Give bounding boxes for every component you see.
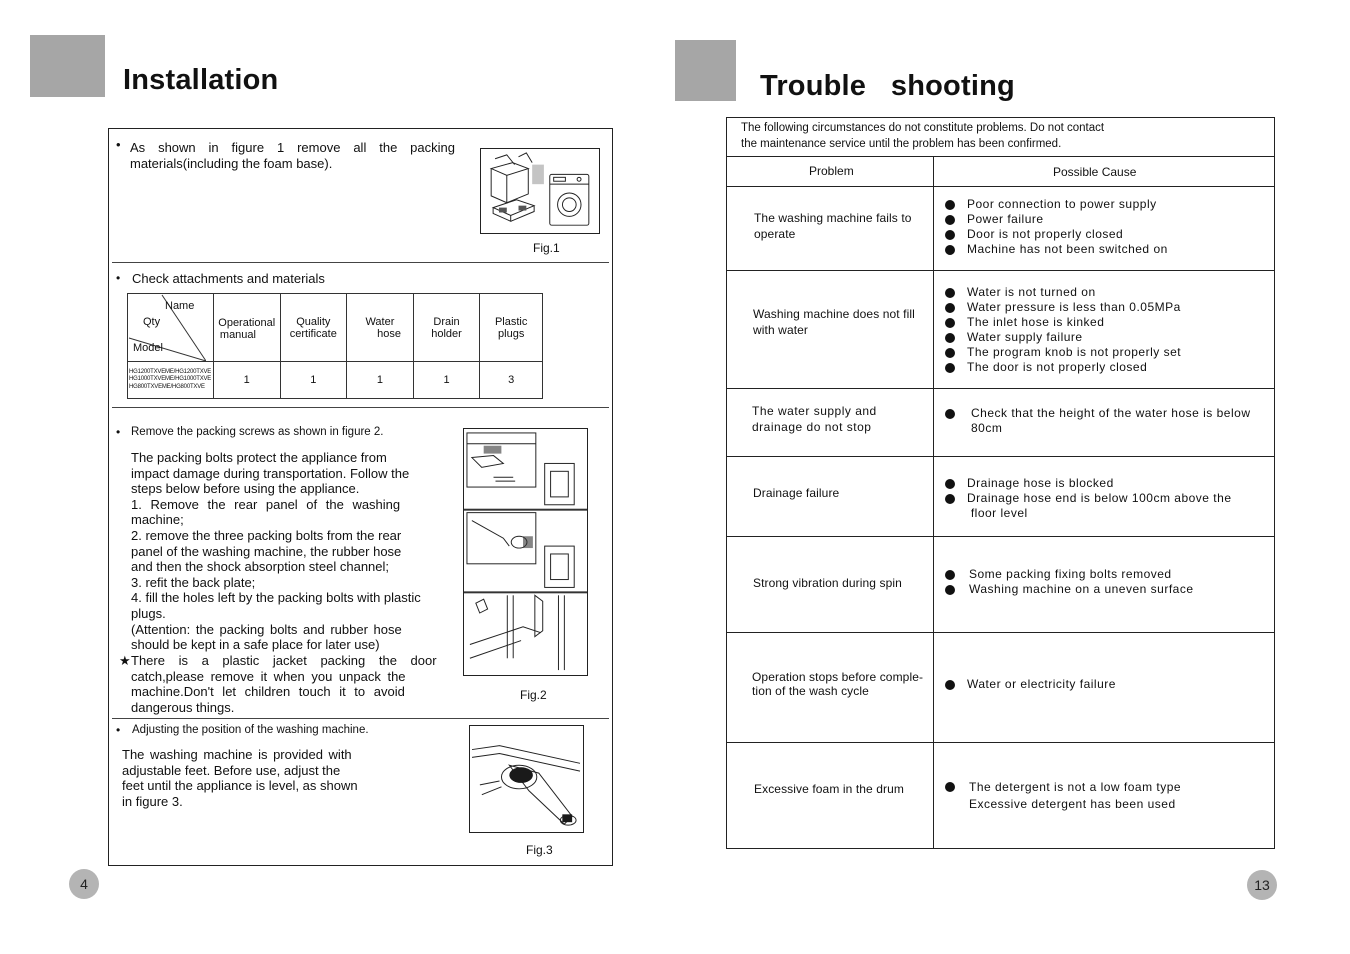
table-row <box>727 632 1274 742</box>
cause-item: Washing machine on a uneven surface <box>945 582 1194 597</box>
table-row <box>727 186 1274 270</box>
section4-heading: Adjusting the position of the washing machine. <box>132 724 369 736</box>
text-line: The washing machine is provided with <box>122 747 352 762</box>
text-line: dangerous things. <box>131 699 235 715</box>
bullet-icon <box>945 494 955 504</box>
cause-list <box>945 285 1181 375</box>
page-number-right: 13 <box>1247 870 1277 900</box>
cause-list <box>945 197 1168 257</box>
text-line: impact damage during transportation. Follow the <box>131 465 410 481</box>
table-row <box>727 456 1274 536</box>
model-item: HG1200TXVEME/HG1200TXVE <box>129 368 212 375</box>
bullet-icon <box>945 215 955 225</box>
header-water-hose: Water hose <box>347 294 414 362</box>
problem-cell: The water supply and drainage do not stop <box>752 404 877 434</box>
cause-item: Water is not turned on <box>945 285 1181 300</box>
text-line: in figure 3. <box>122 793 183 809</box>
fig1-caption: Fig.1 <box>533 241 560 255</box>
cause-item: 80cm <box>971 421 1003 435</box>
section2-text: Check attachments and materials <box>132 271 325 286</box>
divider <box>112 407 609 408</box>
section3-heading: Remove the packing screws as shown in figure 2. <box>131 426 384 438</box>
cause-item: Check that the height of the water hose is below <box>945 406 1251 421</box>
fig3-caption: Fig.3 <box>526 843 553 857</box>
text-line: 2. remove the three packing bolts from the rear <box>131 527 402 543</box>
header-row <box>727 156 1274 186</box>
qty-drain-holder: 1 <box>413 362 480 399</box>
corner-model: Model <box>133 342 163 354</box>
cause-item: Some packing fixing bolts removed <box>945 567 1194 582</box>
bullet-icon <box>945 348 955 358</box>
intro-text <box>741 120 1104 152</box>
bullet-dot: • <box>116 425 121 439</box>
section1-text: As shown in figure 1 remove all the packing materials(including the foam base). <box>130 140 455 171</box>
intro-line: The following circumstances do not constitute problems. Do not contact <box>741 122 1105 134</box>
text-line: 3. refit the back plate; <box>131 574 256 590</box>
page-title-installation: Installation <box>123 64 279 96</box>
cause-item: Excessive detergent has been used <box>969 797 1176 811</box>
divider <box>112 718 609 719</box>
table-row <box>727 388 1274 456</box>
cause-item: The door is not properly closed <box>945 360 1181 375</box>
problem-cell: Washing machine does not fill with water <box>753 307 915 337</box>
qty-plastic-plugs: 3 <box>480 362 543 399</box>
problem-cell: Drainage failure <box>753 486 840 500</box>
bullet-icon <box>945 245 955 255</box>
bullet-icon <box>945 200 955 210</box>
cause-item: Drainage hose is blocked <box>945 476 1232 491</box>
cause-item: Machine has not been switched on <box>945 242 1168 257</box>
figure-2 <box>463 428 588 676</box>
problem-cell: The washing machine fails to operate <box>754 211 912 241</box>
bullet-icon <box>945 680 955 690</box>
corner-cell <box>128 294 214 362</box>
cause-item: Door is not properly closed <box>945 227 1168 242</box>
bullet-icon <box>945 570 955 580</box>
cause-list <box>945 677 1116 692</box>
qty-quality-certificate: 1 <box>280 362 347 399</box>
page-number-left: 4 <box>69 869 99 899</box>
title-square-left <box>30 35 105 97</box>
model-list-cell <box>128 362 214 399</box>
section4-body <box>122 747 384 809</box>
model-item: HG800TXVEME/HG800TXVE <box>129 383 205 390</box>
cause-item: Water pressure is less than 0.05MPa <box>945 300 1181 315</box>
bullet-icon <box>945 333 955 343</box>
text-line: should be kept in a safe place for later use) <box>131 637 380 653</box>
problem-cell: Excessive foam in the drum <box>754 782 904 796</box>
section3-star-note <box>131 653 443 715</box>
qty-operational-manual: 1 <box>213 362 280 399</box>
packing-bolts-illustration <box>464 429 587 675</box>
text-line: feet until the appliance is level, as shown <box>122 778 358 794</box>
text-line: machine; <box>131 512 184 528</box>
header-quality-certificate: Quality certificate <box>280 294 347 362</box>
cause-item: The inlet hose is kinked <box>945 315 1181 330</box>
text-line: machine.Don't let children touch it to avoid <box>131 684 405 700</box>
text-line: (Attention: the packing bolts and rubber hose <box>131 621 402 637</box>
header-possible-cause: Possible Cause <box>1053 165 1137 179</box>
bullet-icon <box>945 363 955 373</box>
cause-list <box>945 476 1232 521</box>
bullet-icon <box>945 318 955 328</box>
bullet-dot: • <box>116 723 121 737</box>
header-operational-manual: Operational manual <box>213 294 280 362</box>
header-plastic-plugs: Plastic plugs <box>480 294 543 362</box>
table-row <box>727 742 1274 848</box>
intro-line: the maintenance service until the problem has been confirmed. <box>741 138 1062 150</box>
bullet-icon <box>945 782 955 792</box>
corner-name: Name <box>165 300 195 312</box>
figure-1 <box>480 148 600 234</box>
bullet-icon <box>945 479 955 489</box>
packing-materials-illustration <box>481 149 599 233</box>
cause-item: The detergent is not a low foam type <box>945 779 1181 796</box>
trouble-shooting-table <box>726 117 1275 849</box>
bullet-dot: • <box>116 137 121 152</box>
table-row <box>727 270 1274 388</box>
text-line: adjustable feet. Before use, adjust the <box>122 762 341 778</box>
cause-item: Water or electricity failure <box>945 677 1116 692</box>
section3-body <box>131 450 443 653</box>
bullet-icon <box>945 585 955 595</box>
text-line: and then the shock absorption steel channel; <box>131 559 390 575</box>
page-title-trouble-shooting: Trouble shooting <box>760 70 1015 102</box>
corner-qty: Qty <box>143 316 161 328</box>
star-icon: ★ <box>119 653 131 668</box>
bullet-icon <box>945 409 955 419</box>
text-line: There is a plastic jacket packing the door <box>131 653 437 668</box>
problem-cell: Operation stops before comple- tion of the wash cycle <box>752 670 924 698</box>
problem-cell: Strong vibration during spin <box>753 576 902 590</box>
bullet-dot: • <box>116 271 121 285</box>
cause-item: The program knob is not properly set <box>945 345 1181 360</box>
text-line: panel of the washing machine, the rubber hose <box>131 543 402 559</box>
text-line: plugs. <box>131 605 166 621</box>
cause-item: Poor connection to power supply <box>945 197 1168 212</box>
cause-list <box>945 567 1194 597</box>
bullet-icon <box>945 230 955 240</box>
qty-water-hose: 1 <box>347 362 414 399</box>
divider <box>112 262 609 263</box>
text-line: 4. fill the holes left by the packing bolts with plastic <box>131 590 421 606</box>
table-row <box>727 536 1274 632</box>
text-line: 1. Remove the rear panel of the washing <box>131 496 401 512</box>
cause-list <box>945 406 1251 436</box>
text-line: The packing bolts protect the appliance from <box>131 450 387 465</box>
fig2-caption: Fig.2 <box>520 688 547 702</box>
title-square-right <box>675 40 736 101</box>
bullet-icon <box>945 303 955 313</box>
cause-item: floor level <box>967 506 1028 520</box>
text-line: steps below before using the appliance. <box>131 481 360 497</box>
cause-item: Drainage hose end is below 100cm above the <box>945 491 1232 506</box>
cause-item: Power failure <box>945 212 1168 227</box>
text-line: catch,please remove it when you unpack the <box>131 668 406 684</box>
bullet-icon <box>945 288 955 298</box>
figure-3 <box>469 725 584 833</box>
header-problem: Problem <box>809 164 854 178</box>
header-drain-holder: Drain holder <box>413 294 480 362</box>
cause-item: Water supply failure <box>945 330 1181 345</box>
attachments-table <box>127 293 543 399</box>
model-item: HG1000TXVEME/HG1000TXVE <box>129 376 212 383</box>
cause-list <box>945 779 1181 813</box>
adjustable-feet-illustration <box>470 726 583 832</box>
